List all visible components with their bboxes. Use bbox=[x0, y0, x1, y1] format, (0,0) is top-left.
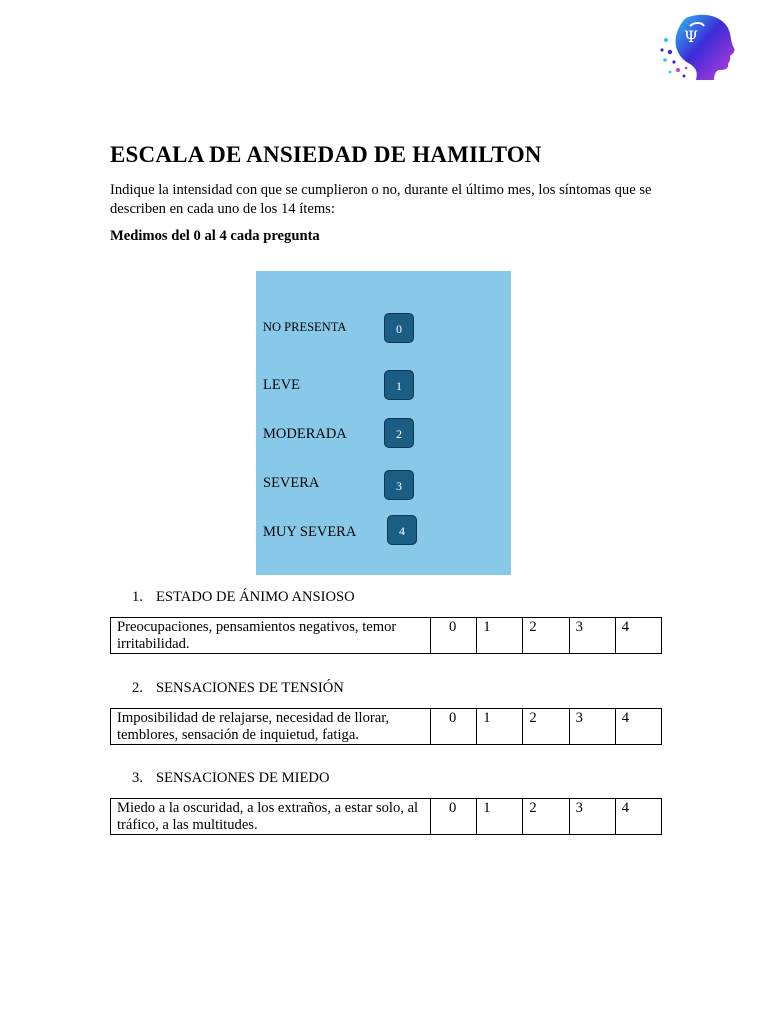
item-heading-text: ESTADO DE ÁNIMO ANSIOSO bbox=[156, 589, 355, 605]
legend-chip-1: 1 bbox=[384, 370, 414, 400]
item-number: 3. bbox=[132, 770, 143, 786]
score-cell-1[interactable]: 1 bbox=[477, 618, 523, 654]
severity-legend bbox=[256, 271, 511, 575]
item-heading-text: SENSACIONES DE TENSIÓN bbox=[156, 680, 344, 696]
item-description: Imposibilidad de relajarse, necesidad de llorar, temblores, sensación de inquietud, fatiga. bbox=[111, 709, 431, 745]
measure-note: Medimos del 0 al 4 cada pregunta bbox=[110, 228, 320, 244]
item-heading-2 bbox=[132, 680, 344, 697]
item-table-1 bbox=[110, 617, 662, 654]
legend-label-moderada: MODERADA bbox=[263, 426, 347, 442]
item-number: 2. bbox=[132, 680, 143, 696]
item-heading-3 bbox=[132, 770, 330, 787]
item-table-2 bbox=[110, 708, 662, 745]
legend-label-muy-severa: MUY SEVERA bbox=[263, 524, 357, 540]
score-cell-2[interactable]: 2 bbox=[523, 618, 569, 654]
svg-text:Ψ: Ψ bbox=[684, 27, 699, 46]
legend-chip-3: 3 bbox=[384, 470, 414, 500]
table-row bbox=[111, 799, 662, 835]
item-description: Miedo a la oscuridad, a los extraños, a estar solo, al tráfico, a las multitudes. bbox=[111, 799, 431, 835]
legend-chip-2: 2 bbox=[384, 418, 414, 448]
item-heading-1 bbox=[132, 589, 355, 606]
page-title: ESCALA DE ANSIEDAD DE HAMILTON bbox=[110, 142, 542, 167]
score-cell-3[interactable]: 3 bbox=[569, 618, 615, 654]
legend-chip-4: 4 bbox=[387, 515, 417, 545]
table-row bbox=[111, 709, 662, 745]
score-cell-3[interactable]: 3 bbox=[569, 799, 615, 835]
score-cell-1[interactable]: 1 bbox=[477, 799, 523, 835]
item-heading-text: SENSACIONES DE MIEDO bbox=[156, 770, 330, 786]
item-number: 1. bbox=[132, 589, 143, 605]
score-cell-2[interactable]: 2 bbox=[523, 799, 569, 835]
score-cell-0[interactable]: 0 bbox=[431, 618, 477, 654]
score-cell-2[interactable]: 2 bbox=[523, 709, 569, 745]
score-cell-4[interactable]: 4 bbox=[615, 618, 661, 654]
score-cell-4[interactable]: 4 bbox=[615, 709, 661, 745]
score-cell-4[interactable]: 4 bbox=[615, 799, 661, 835]
legend-label-leve: LEVE bbox=[263, 377, 301, 393]
score-cell-0[interactable]: 0 bbox=[431, 799, 477, 835]
score-cell-0[interactable]: 0 bbox=[431, 709, 477, 745]
score-cell-3[interactable]: 3 bbox=[569, 709, 615, 745]
psychology-head-logo-icon bbox=[656, 12, 740, 88]
intro-text: Indique la intensidad con que se cumplieron o no, durante el último mes, los síntomas que se describen en cada uno de los 14 ítems: bbox=[110, 182, 652, 217]
score-cell-1[interactable]: 1 bbox=[477, 709, 523, 745]
legend-label-severa: SEVERA bbox=[263, 475, 320, 491]
item-description: Preocupaciones, pensamientos negativos, temor irritabilidad. bbox=[111, 618, 431, 654]
item-table-3 bbox=[110, 798, 662, 835]
legend-label-no-presenta: NO PRESENTA bbox=[263, 320, 347, 334]
table-row bbox=[111, 618, 662, 654]
legend-chip-0: 0 bbox=[384, 313, 414, 343]
